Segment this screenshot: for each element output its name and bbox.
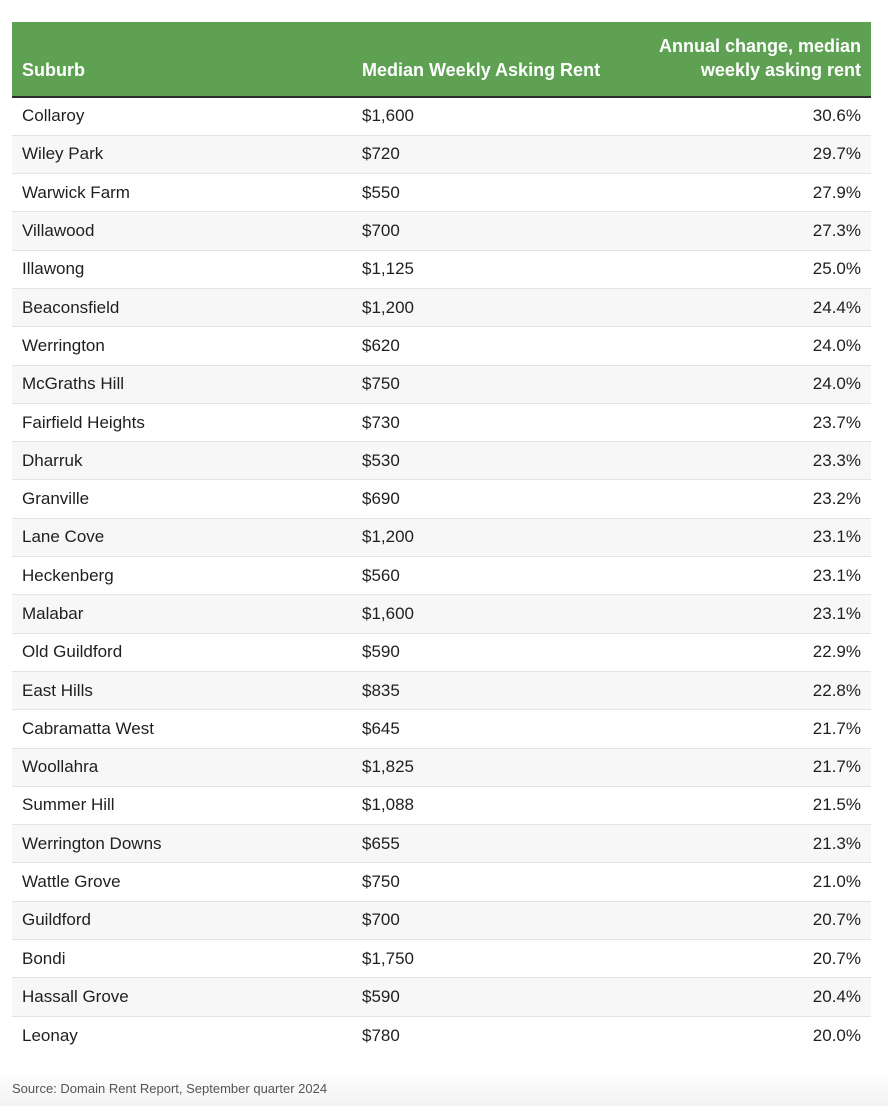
cell-annual-change: 23.3% xyxy=(622,442,871,480)
cell-median-rent: $750 xyxy=(352,365,622,403)
header-row xyxy=(12,22,871,97)
cell-annual-change: 21.7% xyxy=(622,710,871,748)
cell-median-rent: $530 xyxy=(352,442,622,480)
cell-annual-change: 24.0% xyxy=(622,365,871,403)
cell-annual-change: 24.0% xyxy=(622,327,871,365)
cell-suburb: Wattle Grove xyxy=(12,863,352,901)
table-row xyxy=(12,710,871,748)
header-suburb[interactable]: Suburb xyxy=(12,22,352,97)
cell-annual-change: 21.0% xyxy=(622,863,871,901)
table-row xyxy=(12,135,871,173)
cell-annual-change: 21.5% xyxy=(622,786,871,824)
table-row xyxy=(12,863,871,901)
table-row xyxy=(12,518,871,556)
cell-annual-change: 22.8% xyxy=(622,671,871,709)
cell-suburb: Wiley Park xyxy=(12,135,352,173)
table-row xyxy=(12,595,871,633)
cell-suburb: McGraths Hill xyxy=(12,365,352,403)
table-row xyxy=(12,365,871,403)
cell-annual-change: 27.3% xyxy=(622,212,871,250)
table-row xyxy=(12,940,871,978)
table-row xyxy=(12,480,871,518)
table-row xyxy=(12,327,871,365)
cell-median-rent: $590 xyxy=(352,978,622,1016)
table-row xyxy=(12,1016,871,1054)
table-row xyxy=(12,174,871,212)
cell-annual-change: 21.3% xyxy=(622,825,871,863)
table-row xyxy=(12,250,871,288)
cell-annual-change: 25.0% xyxy=(622,250,871,288)
cell-suburb: Cabramatta West xyxy=(12,710,352,748)
cell-median-rent: $750 xyxy=(352,863,622,901)
source-note: Source: Domain Rent Report, September quarter 2024 xyxy=(12,1081,328,1096)
cell-suburb: Villawood xyxy=(12,212,352,250)
cell-suburb: Old Guildford xyxy=(12,633,352,671)
cell-suburb: Leonay xyxy=(22,1025,78,1045)
cell-suburb: Werrington Downs xyxy=(12,825,352,863)
cell-median-rent: $560 xyxy=(352,557,622,595)
cell-annual-change: 27.9% xyxy=(622,174,871,212)
cell-annual-change: 29.7% xyxy=(622,135,871,173)
cell-suburb: Warwick Farm xyxy=(12,174,352,212)
cell-median-rent: $690 xyxy=(352,480,622,518)
cell-median-rent: $1,750 xyxy=(352,940,622,978)
cell-suburb: Heckenberg xyxy=(12,557,352,595)
cell-annual-change: 20.4% xyxy=(622,978,871,1016)
header-annual-change[interactable]: Annual change, median weekly asking rent xyxy=(622,22,871,97)
cell-median-rent: $1,200 xyxy=(352,518,622,556)
table-row xyxy=(12,901,871,939)
table-row xyxy=(12,978,871,1016)
table-row xyxy=(12,212,871,250)
table-row xyxy=(12,403,871,441)
table-row xyxy=(12,557,871,595)
cell-suburb: Bondi xyxy=(12,940,352,978)
table-row xyxy=(12,748,871,786)
cell-median-rent: $550 xyxy=(352,174,622,212)
cell-median-rent: $645 xyxy=(352,710,622,748)
cell-suburb: Werrington xyxy=(12,327,352,365)
cell-annual-change: 22.9% xyxy=(622,633,871,671)
table-row xyxy=(12,671,871,709)
cell-suburb: Beaconsfield xyxy=(12,288,352,326)
cell-suburb: Hassall Grove xyxy=(12,978,352,1016)
cell-median-rent: $655 xyxy=(352,825,622,863)
cell-median-rent: $1,600 xyxy=(352,595,622,633)
cell-suburb: Granville xyxy=(12,480,352,518)
table-body xyxy=(12,97,871,1054)
cell-median-rent: $1,200 xyxy=(352,288,622,326)
header-median-rent[interactable]: Median Weekly Asking Rent xyxy=(352,22,622,97)
cell-suburb: Guildford xyxy=(12,901,352,939)
cell-median-rent: $700 xyxy=(352,901,622,939)
cell-median-rent: $1,125 xyxy=(352,250,622,288)
table-row xyxy=(12,288,871,326)
cell-median-rent: $1,825 xyxy=(352,748,622,786)
cell-median-rent: $720 xyxy=(352,135,622,173)
cell-annual-change: 23.7% xyxy=(622,403,871,441)
cell-annual-change: 23.1% xyxy=(622,518,871,556)
cell-annual-change: 20.7% xyxy=(622,901,871,939)
cell-median-rent: $620 xyxy=(352,327,622,365)
cell-suburb: Summer Hill xyxy=(12,786,352,824)
cell-annual-change: 30.6% xyxy=(622,97,871,135)
table-header xyxy=(12,22,871,97)
cell-suburb: Malabar xyxy=(12,595,352,633)
table-row xyxy=(12,633,871,671)
table-row xyxy=(12,786,871,824)
cell-median-rent: $730 xyxy=(352,403,622,441)
cell-suburb: Fairfield Heights xyxy=(12,403,352,441)
cell-annual-change: 23.2% xyxy=(622,480,871,518)
cell-median-rent: $1,600 xyxy=(352,97,622,135)
cell-annual-change: 23.1% xyxy=(622,557,871,595)
cell-suburb: Woollahra xyxy=(12,748,352,786)
cell-median-rent: $1,088 xyxy=(352,786,622,824)
cell-suburb: Dharruk xyxy=(12,442,352,480)
cell-suburb: Collaroy xyxy=(12,97,352,135)
cell-median-rent: $780 xyxy=(362,1025,400,1045)
table-row xyxy=(12,97,871,135)
rent-table-container xyxy=(12,22,871,1054)
table-row xyxy=(12,442,871,480)
cell-median-rent: $590 xyxy=(352,633,622,671)
cell-suburb: Illawong xyxy=(12,250,352,288)
cell-annual-change: 20.0% xyxy=(812,1025,861,1045)
cell-suburb: East Hills xyxy=(12,671,352,709)
cell-suburb: Lane Cove xyxy=(12,518,352,556)
cell-median-rent: $700 xyxy=(352,212,622,250)
table-row xyxy=(12,825,871,863)
rent-table xyxy=(12,22,871,1054)
cell-median-rent: $835 xyxy=(352,671,622,709)
cell-annual-change: 23.1% xyxy=(622,595,871,633)
cell-annual-change: 20.7% xyxy=(622,940,871,978)
cell-annual-change: 24.4% xyxy=(622,288,871,326)
cell-annual-change: 21.7% xyxy=(622,748,871,786)
